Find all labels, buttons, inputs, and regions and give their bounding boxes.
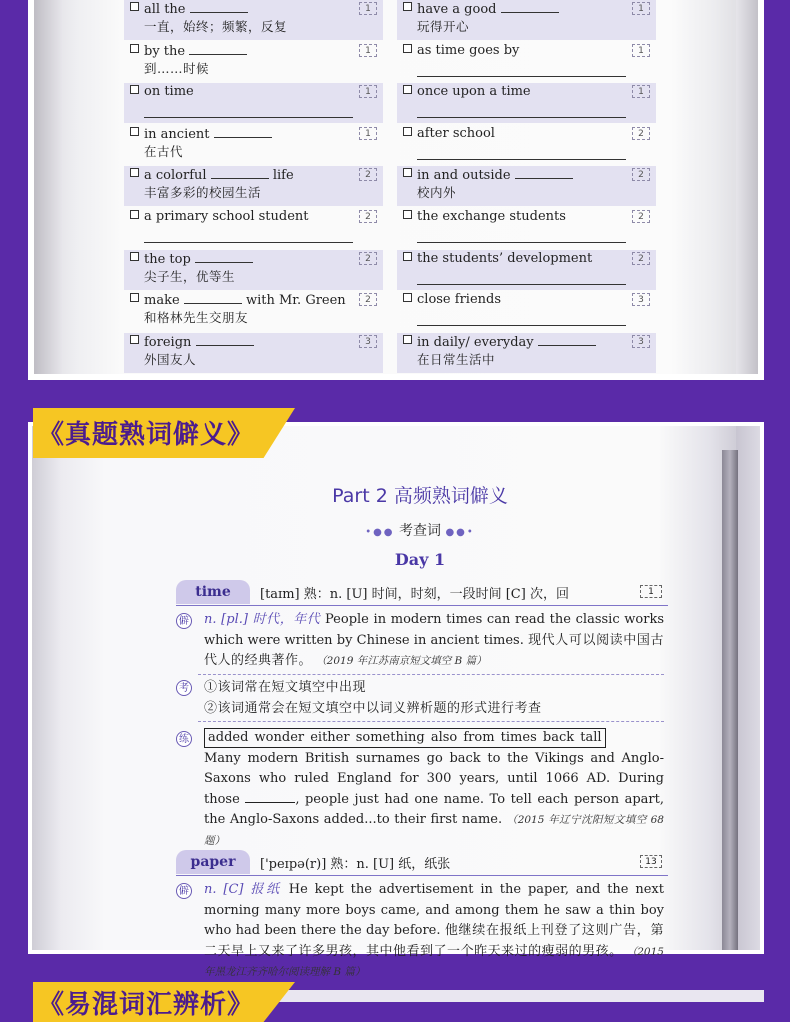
answer-line [144, 117, 353, 118]
phrase-zh: 在古代 [144, 143, 184, 159]
page-number-badge: 2 [632, 252, 650, 265]
checkbox[interactable] [130, 252, 139, 261]
checkbox[interactable] [403, 335, 412, 344]
exam-notes [204, 678, 664, 719]
word-bank-box: added wonder either something also from times back tall [204, 728, 606, 748]
vocab-item [124, 333, 383, 373]
next-section-strip [270, 990, 764, 1002]
answer-line [417, 159, 626, 160]
answer-line [417, 76, 626, 77]
fill-blank [211, 166, 269, 179]
entry-pronunciation: ['peɪpə(r)] 熟：n. [U] 纸，纸张 [260, 857, 451, 872]
checkbox[interactable] [130, 85, 139, 94]
page-number-badge: 1 [359, 2, 377, 15]
checkbox[interactable] [403, 44, 412, 53]
vocab-item [124, 250, 383, 290]
vocab-row [124, 0, 656, 42]
vocab-item [397, 291, 656, 331]
fill-blank [515, 166, 573, 179]
phrase-zh: 外国友人 [144, 351, 197, 367]
book-preview-bottom [28, 422, 764, 978]
phrase-zh: 在日常生活中 [417, 351, 496, 367]
checkbox[interactable] [403, 293, 412, 302]
checkbox[interactable] [403, 127, 412, 136]
example-zh: 他继续在报纸上刊登了这则广告，第二天早上又来了许多男孩，其中他看到了一个昨天来过的瘦弱的男孩。 [204, 923, 664, 959]
vocab-item [397, 125, 656, 165]
day-heading: Day 1 [394, 550, 446, 569]
page-number-badge: 2 [632, 127, 650, 140]
vocab-item [124, 0, 383, 40]
example-en: People in modern times can read the classic works which were written by Chinese in ancient times. [204, 612, 664, 648]
phrase-en [144, 125, 383, 143]
phrase-en [417, 166, 656, 184]
page-number-badge: 2 [359, 168, 377, 181]
phrase-text: have a good [417, 2, 497, 17]
phrase-zh: 玩得开心 [417, 19, 470, 34]
phrase-text: the students’ development [417, 250, 593, 266]
vocab-item [397, 208, 656, 248]
answer-line [144, 242, 353, 243]
book-page-edges [722, 450, 738, 950]
vocab-item [397, 250, 656, 290]
page-number-badge: 3 [632, 335, 650, 348]
book-preview-top [28, 0, 764, 380]
vocab-row [124, 83, 656, 125]
phrase-text: on time [144, 84, 194, 100]
exam-note-2: ②该词通常会在短文填空中以词义辨析题的形式进行考查 [204, 700, 542, 716]
checkbox[interactable] [403, 210, 412, 219]
page-number-badge: 2 [359, 293, 377, 306]
fill-blank [196, 333, 254, 346]
checkbox[interactable] [130, 335, 139, 344]
fill-blank [184, 291, 242, 304]
vocab-item [124, 208, 383, 248]
vocab-row [124, 333, 656, 375]
lian-mark-icon: 练 [176, 731, 192, 747]
vocab-item [397, 333, 656, 373]
phrase-text: by the [144, 43, 186, 59]
vocab-item [124, 83, 383, 123]
example-zh: 现代人可以阅读中国古代人的经典著作。 [204, 632, 664, 668]
page-number-badge: 2 [359, 252, 377, 265]
example-en: He kept the advertisement in the paper, and the next morning many more boys came, and among them he saw a thin boy who had been there the day before. [204, 882, 664, 938]
phrase-text: as time goes by [417, 42, 520, 58]
vocab-item [397, 83, 656, 123]
phrase-zh: 校内外 [417, 185, 457, 201]
vocab-row [124, 208, 656, 250]
vocab-item [397, 166, 656, 206]
dots-right-icon: ●●• [445, 527, 475, 538]
phrase-en [417, 125, 656, 142]
phrase-text: a colorful [144, 168, 207, 184]
vocab-item [124, 291, 383, 331]
entry-pronunciation: [taɪm] 熟：n. [U] 时间，时刻，一段时间 [C] 次，回 [260, 587, 569, 602]
practice-text-1: Many modern British surnames go back to the Vikings and Anglo-Saxons who ruled England for 300 years, until 1066 AD. During those [204, 750, 664, 807]
phrase-en [417, 83, 656, 100]
vocab-item [124, 166, 383, 206]
fill-blank [501, 0, 559, 13]
dashed-divider [198, 721, 664, 722]
phrase-text: once upon a time [417, 84, 531, 100]
phrase-en [144, 166, 383, 184]
phrase-tail: with Mr. Green [245, 293, 346, 309]
practice-exercise [204, 728, 664, 851]
book-page-top [34, 0, 758, 374]
phrase-text: in ancient [144, 126, 210, 142]
dashed-divider [198, 674, 664, 675]
sub-title [172, 520, 668, 540]
rare-meaning-paragraph [204, 880, 664, 983]
book-spine-left [34, 0, 62, 374]
checkbox[interactable] [403, 252, 412, 261]
part-of-speech: n. [C] 报纸 [204, 882, 282, 897]
phrase-en [144, 83, 383, 100]
fill-blank [190, 0, 248, 13]
vocab-grid [124, 0, 656, 374]
phrase-zh: 一直，始终；频繁，反复 [144, 19, 288, 34]
checkbox[interactable] [130, 168, 139, 177]
page-number-badge: 1 [640, 585, 662, 598]
phrase-zh: 和格林先生交朋友 [144, 310, 249, 326]
phrase-text: a primary school student [144, 208, 309, 224]
pi-mark-icon: 僻 [176, 883, 192, 899]
checkbox[interactable] [403, 168, 412, 177]
example-source: （2019 年江苏南京短文填空 B 篇） [316, 655, 487, 667]
page-number-badge: 2 [632, 168, 650, 181]
section-banner-title: 《易混词汇辨析》 [38, 990, 255, 1020]
phrase-en [144, 250, 383, 268]
entry-word: time [176, 580, 250, 604]
part-title: Part 2 高频熟词僻义 [332, 485, 508, 507]
page-number-badge: 3 [632, 293, 650, 306]
checkbox[interactable] [130, 2, 139, 11]
page-number-badge: 1 [632, 44, 650, 57]
book-cover-right [736, 426, 760, 950]
checkbox[interactable] [130, 127, 139, 136]
exam-note-1: ①该词常在短文填空中出现 [204, 680, 367, 695]
part-of-speech: n. [pl.] 时代，年代 [204, 612, 321, 627]
vocab-row [124, 291, 656, 333]
phrase-en [144, 0, 383, 18]
kao-mark-icon: 考 [176, 680, 192, 696]
rare-meaning-paragraph [204, 610, 664, 672]
page-number-badge: 2 [359, 210, 377, 223]
phrase-en [144, 208, 383, 225]
vocab-item [124, 42, 383, 82]
phrase-en [417, 42, 656, 59]
entry-header-paper [172, 850, 668, 874]
example-source: （2015 年黑龙江齐齐哈尔阅读理解 B 篇） [204, 945, 664, 978]
phrase-en [417, 250, 656, 267]
fill-blank [189, 42, 247, 55]
phrase-zh: 尖子生，优等生 [144, 268, 236, 284]
vocab-item [397, 0, 656, 40]
pi-mark-icon: 僻 [176, 613, 192, 629]
phrase-en [144, 291, 383, 309]
phrase-text: the exchange students [417, 208, 566, 224]
phrase-en [144, 42, 383, 60]
phrase-en [417, 333, 656, 351]
phrase-en [417, 208, 656, 225]
fill-blank [195, 250, 253, 263]
answer-blank [245, 790, 295, 803]
practice-text-2: , people just had one name. To tell each person apart, the Anglo-Saxons added...to their first name. [204, 791, 664, 827]
phrase-tail: life [272, 168, 294, 184]
entry-word: paper [176, 850, 250, 874]
answer-line [417, 117, 626, 118]
page-number-badge: 1 [632, 2, 650, 15]
checkbox[interactable] [130, 210, 139, 219]
phrase-text: foreign [144, 334, 192, 350]
checkbox[interactable] [403, 85, 412, 94]
page-number-badge: 2 [632, 210, 650, 223]
phrase-text: in and outside [417, 168, 511, 184]
phrase-text: in daily/ everyday [417, 334, 534, 350]
vocab-row [124, 42, 656, 84]
phrase-en [417, 0, 656, 18]
vocab-row [124, 125, 656, 167]
book-page-bottom [32, 426, 760, 978]
vocab-item [124, 125, 383, 165]
practice-source: （2015 年辽宁沈阳短文填空 68 题） [204, 814, 664, 847]
entry-divider [176, 875, 668, 876]
checkbox[interactable] [130, 293, 139, 302]
dots-left-icon: •●● [365, 527, 395, 538]
answer-line [417, 242, 626, 243]
phrase-en [417, 291, 656, 308]
sub-title-text: 考查词 [399, 523, 441, 539]
page-number-badge: 13 [640, 855, 662, 868]
page-number-badge: 1 [359, 127, 377, 140]
fill-blank [214, 125, 272, 138]
page-number-badge: 1 [632, 85, 650, 98]
fill-blank [538, 333, 596, 346]
phrase-text: make [144, 293, 180, 309]
vocab-row [124, 166, 656, 208]
page-number-badge: 3 [359, 335, 377, 348]
phrase-text: the top [144, 251, 191, 267]
answer-line [417, 325, 626, 326]
checkbox[interactable] [403, 2, 412, 11]
answer-line [417, 284, 626, 285]
page-number-badge: 1 [359, 85, 377, 98]
page-number-badge: 1 [359, 44, 377, 57]
phrase-en [144, 333, 383, 351]
phrase-zh: 丰富多彩的校园生活 [144, 185, 262, 201]
phrase-text: all the [144, 2, 186, 17]
phrase-text: after school [417, 125, 495, 141]
entry-header-time [172, 580, 668, 604]
phrase-text: close friends [417, 292, 502, 308]
book-spine-right [736, 0, 758, 374]
section-banner-title: 《真题熟词僻义》 [38, 420, 255, 450]
checkbox[interactable] [130, 44, 139, 53]
phrase-zh: 到……时候 [144, 60, 210, 76]
vocab-item [397, 42, 656, 82]
entry-divider [176, 605, 668, 606]
vocab-row [124, 250, 656, 292]
